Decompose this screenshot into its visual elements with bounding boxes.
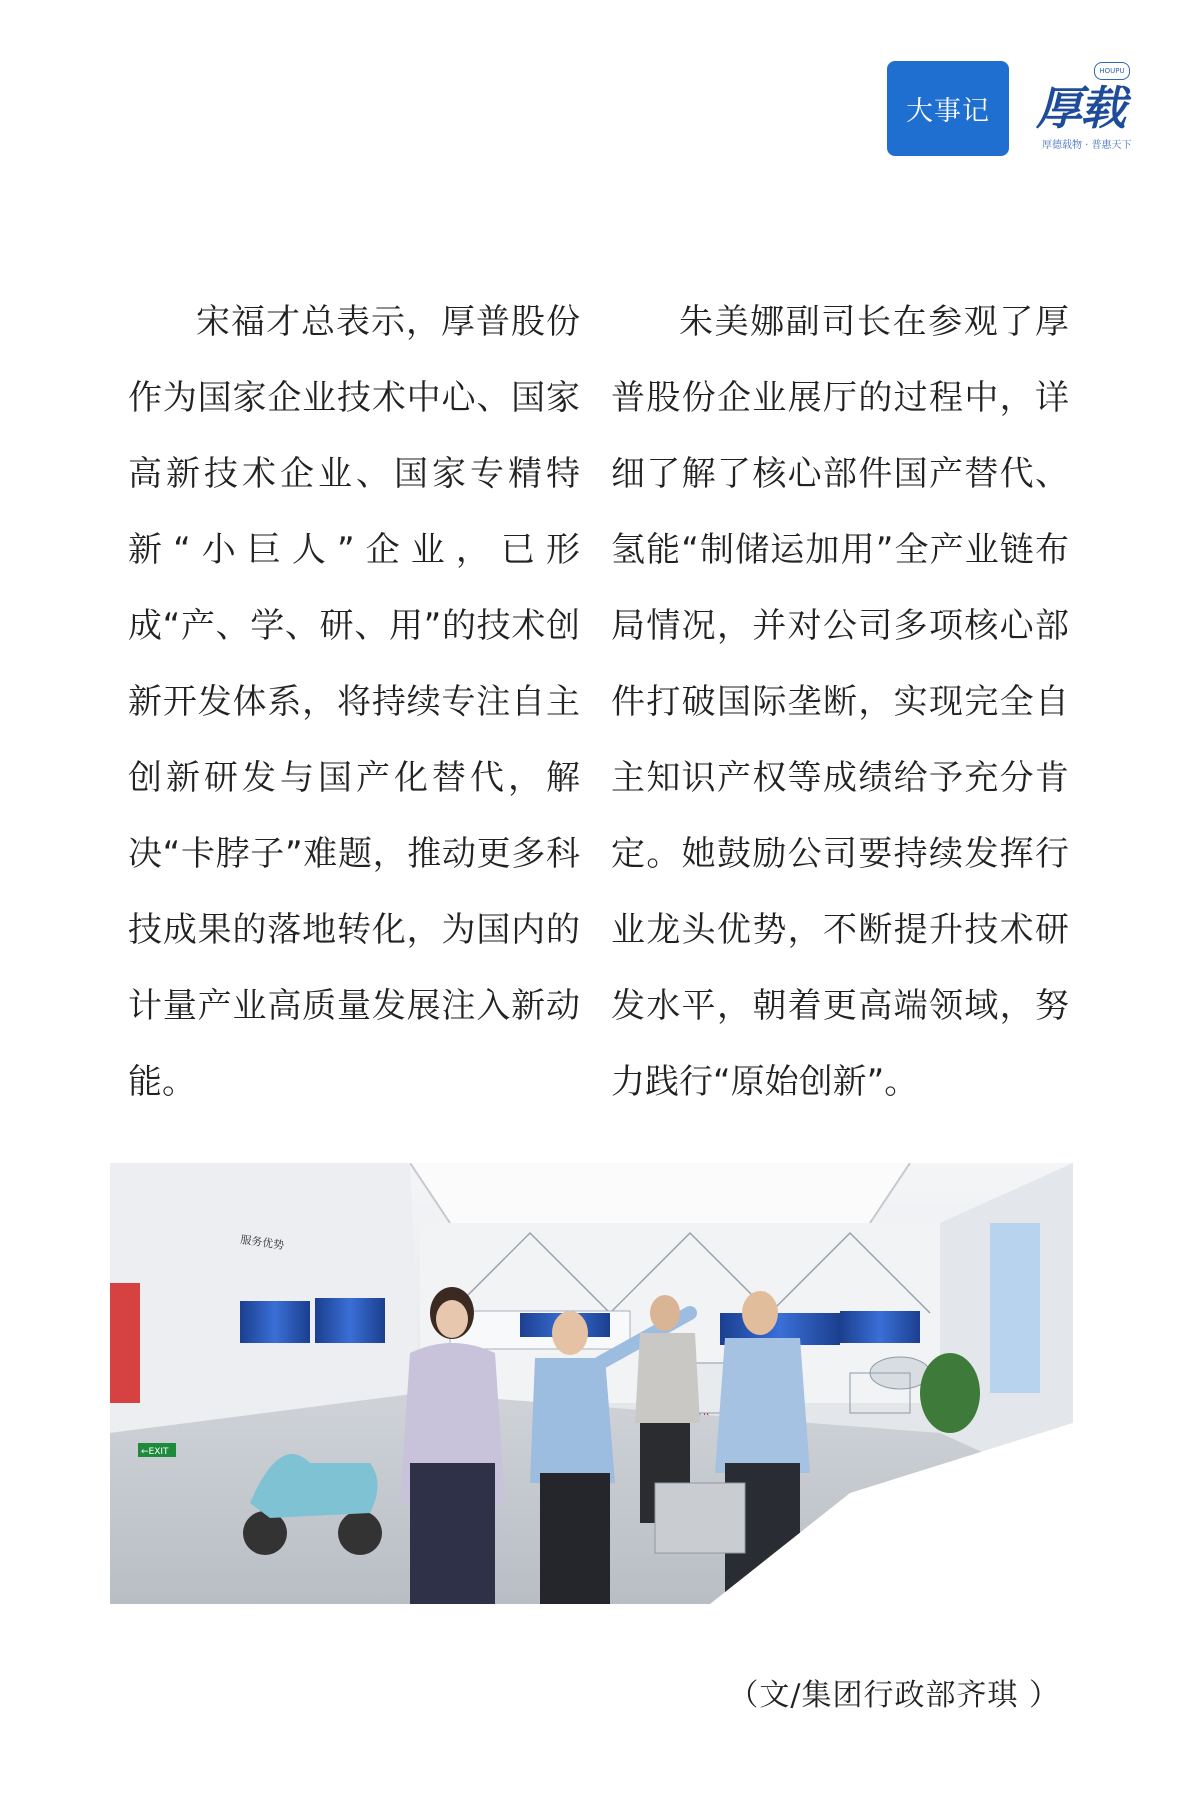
right-paragraph: 朱美娜副司长在参观了厚普股份企业展厅的过程中，详细了解了核心部件国产替代、氢能“制储运加用”全产业链布局情况，并对公司多项核心部件打破国际垄断，实现完全自主知识产权等成绩给予充分肯定。她鼓励公司要持续发挥行业龙头优势，不断提升技术研发水平，朝着更高端领域，努力践行“原始创新”。 <box>611 302 1069 1102</box>
section-tab <box>887 61 1009 156</box>
right-column <box>611 284 1069 1120</box>
logo-badge: HOUPU <box>1094 62 1130 80</box>
logo-slogan: 厚德载物 · 普惠天下 <box>1042 140 1132 151</box>
exhibition-hall-photo <box>110 1163 1073 1604</box>
left-column <box>128 284 580 1120</box>
left-paragraph: 宋福才总表示，厚普股份作为国家企业技术中心、国家高新技术企业、国家专精特新“小巨人”企业，已形成“产、学、研、用”的技术创新开发体系，将持续专注自主创新研发与国产化替代，解决“卡脖子”难题，推动更多科技成果的落地转化，为国内的计量产业高质量发展注入新动能。 <box>128 302 580 1102</box>
section-label: 大事记 <box>906 96 990 127</box>
wall-sign-text: 服务优势 <box>239 1233 285 1253</box>
author-caption: （文/集团行政部齐琪 ） <box>728 1678 1060 1713</box>
photo-illustration <box>110 1163 1073 1604</box>
exit-sign-text: ←EXIT <box>141 1447 169 1457</box>
logo-mark: 厚载 <box>1036 81 1124 135</box>
company-logo <box>1022 56 1172 156</box>
